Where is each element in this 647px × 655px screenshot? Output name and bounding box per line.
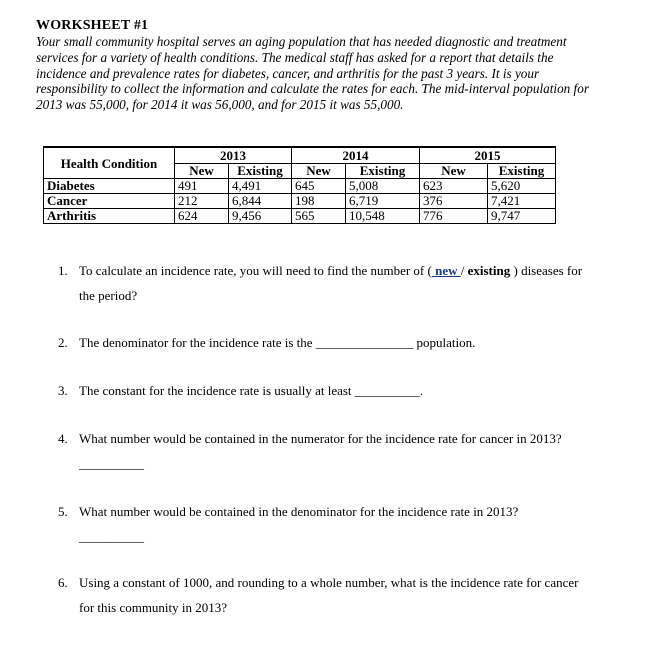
- table-cell: 10,548: [346, 209, 420, 224]
- question-text-part: ) diseases for the period?: [79, 263, 583, 303]
- question-4: [58, 426, 588, 478]
- row-condition: Cancer: [44, 194, 175, 209]
- year-header: 2013: [175, 147, 292, 164]
- table-cell: 4,491: [229, 179, 292, 194]
- table-row: [44, 194, 556, 209]
- health-conditions-table: [43, 146, 556, 224]
- table-cell: 5,620: [488, 179, 556, 194]
- question-text: The constant for the incidence rate is usually at least __________.: [79, 383, 424, 398]
- question-text: [79, 499, 589, 549]
- table-cell: 6,844: [229, 194, 292, 209]
- table-cell: 5,008: [346, 179, 420, 194]
- table-cell: 623: [420, 179, 488, 194]
- question-number: 6.: [58, 575, 68, 590]
- table-cell: 776: [420, 209, 488, 224]
- table-row: [44, 209, 556, 224]
- question-6: [58, 570, 588, 622]
- sub-header: New: [420, 164, 488, 179]
- table-cell: 9,456: [229, 209, 292, 224]
- question-5: [58, 499, 588, 551]
- worksheet-title: WORKSHEET #1: [36, 18, 149, 33]
- sub-header: New: [175, 164, 229, 179]
- table-cell: 6,719: [346, 194, 420, 209]
- table-cell: 376: [420, 194, 488, 209]
- answer-blank: __________: [79, 529, 144, 544]
- question-number: 2.: [58, 335, 68, 350]
- new-option-link[interactable]: new: [431, 263, 461, 278]
- sub-header: New: [292, 164, 346, 179]
- condition-header: Health Condition: [44, 147, 175, 179]
- table-cell: 645: [292, 179, 346, 194]
- table-cell: 565: [292, 209, 346, 224]
- year-header: 2015: [420, 147, 556, 164]
- question-text: [79, 258, 589, 308]
- table-cell: 7,421: [488, 194, 556, 209]
- question-3: [58, 378, 588, 404]
- row-condition: Arthritis: [44, 209, 175, 224]
- table-row: [44, 179, 556, 194]
- question-number: 1.: [58, 263, 68, 278]
- question-text-part: What number would be contained in the denominator for the incidence rate in 2013?: [79, 504, 519, 519]
- year-header: 2014: [292, 147, 420, 164]
- question-text: What number would be contained in the numerator for the incidence rate for cancer in 2013? __________: [79, 431, 562, 471]
- table-cell: 624: [175, 209, 229, 224]
- question-number: 5.: [58, 504, 68, 519]
- sub-header: Existing: [346, 164, 420, 179]
- table-cell: 491: [175, 179, 229, 194]
- existing-option: existing: [467, 263, 511, 278]
- question-text: Using a constant of 1000, and rounding to a whole number, what is the incidence rate for cancer for this community in 2013?: [79, 575, 579, 615]
- sub-header: Existing: [229, 164, 292, 179]
- question-text-part: /: [460, 263, 468, 278]
- sub-header: Existing: [488, 164, 556, 179]
- question-1: [58, 258, 588, 310]
- question-text-part: To calculate an incidence rate, you will need to find the number of (: [79, 263, 432, 278]
- table-cell: 198: [292, 194, 346, 209]
- intro-paragraph: Your small community hospital serves an aging population that has needed diagnostic and treatment services for a variety of health conditions. The medical staff has asked for a report that details the incidence and prevalence rates for diabetes, cancer, and arthritis for the past 3 years. It is your responsibility to collect the information and calculate the rates for each. The mid-interval population for 2013 was 55,000, for 2014 it was 56,000, and for 2015 it was 55,000.: [36, 34, 589, 113]
- row-condition: Diabetes: [44, 179, 175, 194]
- table-cell: 9,747: [488, 209, 556, 224]
- question-number: 3.: [58, 383, 68, 398]
- question-text: The denominator for the incidence rate is the _______________ population.: [79, 335, 476, 350]
- question-number: 4.: [58, 431, 68, 446]
- table-cell: 212: [175, 194, 229, 209]
- question-2: [58, 330, 588, 356]
